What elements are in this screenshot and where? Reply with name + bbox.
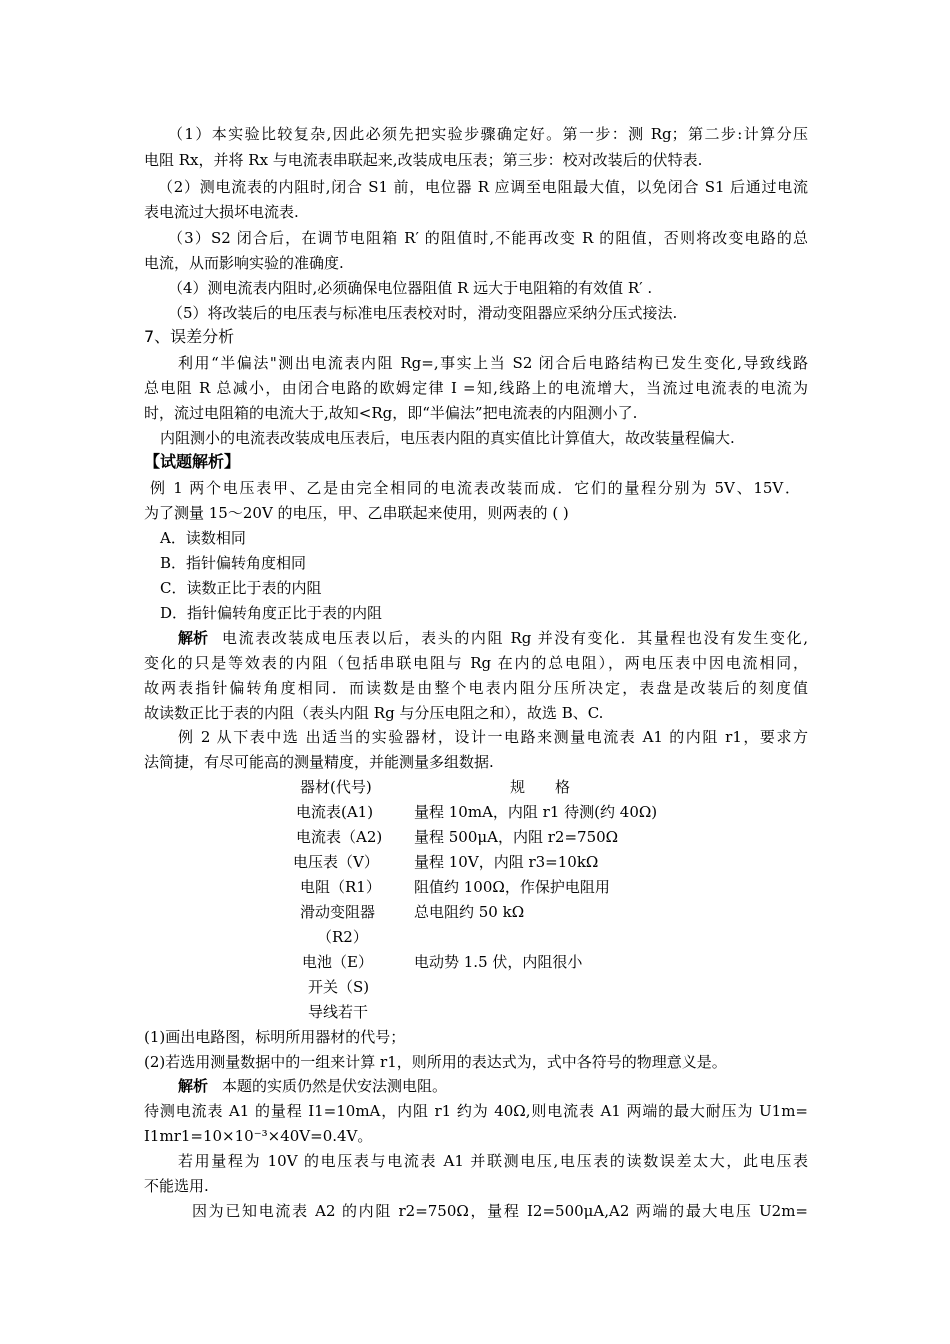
example-1-option-c: C．读数正比于表的内阻 (160, 579, 322, 597)
table-row-5-spec: 总电阻约 50 kΩ (414, 903, 525, 921)
example-2-solution-line-5: 因为已知电流表 A2 的内阻 r2=750Ω，量程 I2=500μA,A2 两端的最大电压 U2m= (192, 1202, 808, 1220)
table-row-7-spec: 电动势 1.5 伏，内阻很小 (414, 953, 583, 971)
example-2-question-1: (1)画出电路图，标明所用器材的代号； (144, 1028, 406, 1046)
section-7-line-3: 时，流过电阻箱的电流大于,故知<Rg，即“半偏法”把电流表的内阻测小了. (144, 404, 638, 422)
table-row-4-spec: 阻值约 100Ω，作保护电阻用 (414, 878, 610, 896)
table-row-6-name: （R2） (317, 928, 368, 946)
example-2-line-2: 法简捷，有尽可能高的测量精度，并能测量多组数据. (144, 753, 494, 771)
note-5: （5）将改装后的电压表与标准电压表校对时，滑动变阻器应采纳分压式接法. (168, 304, 678, 322)
example-2-question-2: (2)若选用测量数据中的一组来计算 r1，则所用的表达式为，式中各符号的物理意义是。 (144, 1053, 727, 1071)
table-row-3-spec: 量程 10V，内阻 r3=10kΩ (414, 853, 599, 871)
example-2-solution-intro: 本题的实质仍然是伏安法测电阻。 (222, 1077, 448, 1095)
example-1-line-2: 为了测量 15～20V 的电压，甲、乙串联起来使用，则两表的 ( ) (144, 504, 569, 522)
section-7-line-2: 总电阻 R 总减小，由闭合电路的欧姆定律 I =知,线路上的电流增大，当流过电流表的电流为 (144, 379, 808, 397)
example-1-option-a: A．读数相同 (160, 529, 246, 547)
example-1-solution-line-2: 变化的只是等效表的内阻（包括串联电阻与 Rg 在内的总电阻），两电压表中因电流相同， (144, 654, 808, 672)
note-1-line-2: 电阻 Rx，并将 Rx 与电流表串联起来,改装成电压表；第三步：校对改装后的伏特表. (144, 151, 703, 169)
example-2-line-1: 例 2 从下表中选 出适当的实验器材，设计一电路来测量电流表 A1 的内阻 r1，要求方 (178, 728, 808, 746)
table-row-8-name: 开关（S) (308, 978, 370, 996)
table-header-spec: 规 格 (510, 778, 571, 796)
example-1-option-d: D．指针偏转角度正比于表的内阻 (160, 604, 383, 622)
note-2-line-1: （2）测电流表的内阻时,闭合 S1 前，电位器 R 应调至电阻最大值，以免闭合 S1 后通过电流 (158, 178, 808, 196)
example-2-solution-line-4: 不能选用. (144, 1177, 209, 1195)
table-row-1-name: 电流表(A1) (296, 803, 374, 821)
note-2-line-2: 表电流过大损坏电流表. (144, 203, 299, 221)
table-row-9-name: 导线若干 (308, 1003, 369, 1021)
table-row-4-name: 电阻（R1） (300, 878, 381, 896)
example-1-option-b: B．指针偏转角度相同 (160, 554, 307, 572)
example-1-line-1: 例 1 两个电压表甲、乙是由完全相同的电流表改装而成．它们的量程分别为 5V、15V． (150, 479, 800, 497)
section-7-line-4: 内阻测小的电流表改装成电压表后，电压表内阻的真实值比计算值大，故改装量程偏大. (160, 429, 735, 447)
table-row-3-name: 电压表（V） (293, 853, 379, 871)
example-2-solution-line-3: 若用量程为 10V 的电压表与电流表 A1 并联测电压,电压表的读数误差太大，此电压表 (178, 1152, 808, 1170)
note-3-line-1: （3）S2 闭合后，在调节电阻箱 R′ 的阻值时,不能再改变 R 的阻值，否则将改变电路的总 (168, 229, 808, 247)
example-2-solution-line-1: 待测电流表 A1 的量程 I1=10mA，内阻 r1 约为 40Ω,则电流表 A1 两端的最大耐压为 U1m= (144, 1102, 808, 1120)
section-7-heading: 7、误差分析 (144, 327, 235, 346)
note-4: （4）测电流表内阻时,必须确保电位器阻值 R 远大于电阻箱的有效值 R′ . (168, 279, 653, 297)
example-2-solution-line-2: I1mr1=10×10⁻³×40V=0.4V。 (144, 1127, 373, 1145)
note-1-line-1: （1）本实验比较复杂,因此必须先把实验步骤确定好。第一步：测 Rg；第二步:计算分压 (168, 125, 808, 143)
note-3-line-2: 电流，从而影响实验的准确度. (144, 254, 344, 272)
analysis-heading: 【试题解析】 (144, 452, 241, 471)
table-header-equipment: 器材(代号) (300, 778, 372, 796)
example-1-solution-line-3: 故两表指针偏转角度相同．而读数是由整个电表内阻分压所决定，表盘是改装后的刻度值 (144, 679, 808, 697)
example-1-solution-line-1: 电流表改装成电压表以后，表头的内阻 Rg 并没有变化．其量程也没有发生变化, (222, 629, 808, 647)
example-1-solution-line-4: 故读数正比于表的内阻（表头内阻 Rg 与分压电阻之和），故选 B、C. (144, 704, 604, 722)
section-7-line-1: 利用“半偏法"测出电流表内阻 Rg=,事实上当 S2 闭合后电路结构已发生变化,导致线路 (178, 354, 808, 372)
table-row-2-name: 电流表（A2) (296, 828, 383, 846)
example-1-solution-label: 解析 (178, 629, 209, 647)
table-row-1-spec: 量程 10mA，内阻 r1 待测(约 40Ω) (414, 803, 658, 821)
table-row-5-name: 滑动变阻器 (300, 903, 376, 921)
table-row-2-spec: 量程 500μA，内阻 r2=750Ω (414, 828, 619, 846)
example-2-solution-label: 解析 (178, 1077, 209, 1095)
table-row-7-name: 电池（E） (302, 953, 373, 971)
